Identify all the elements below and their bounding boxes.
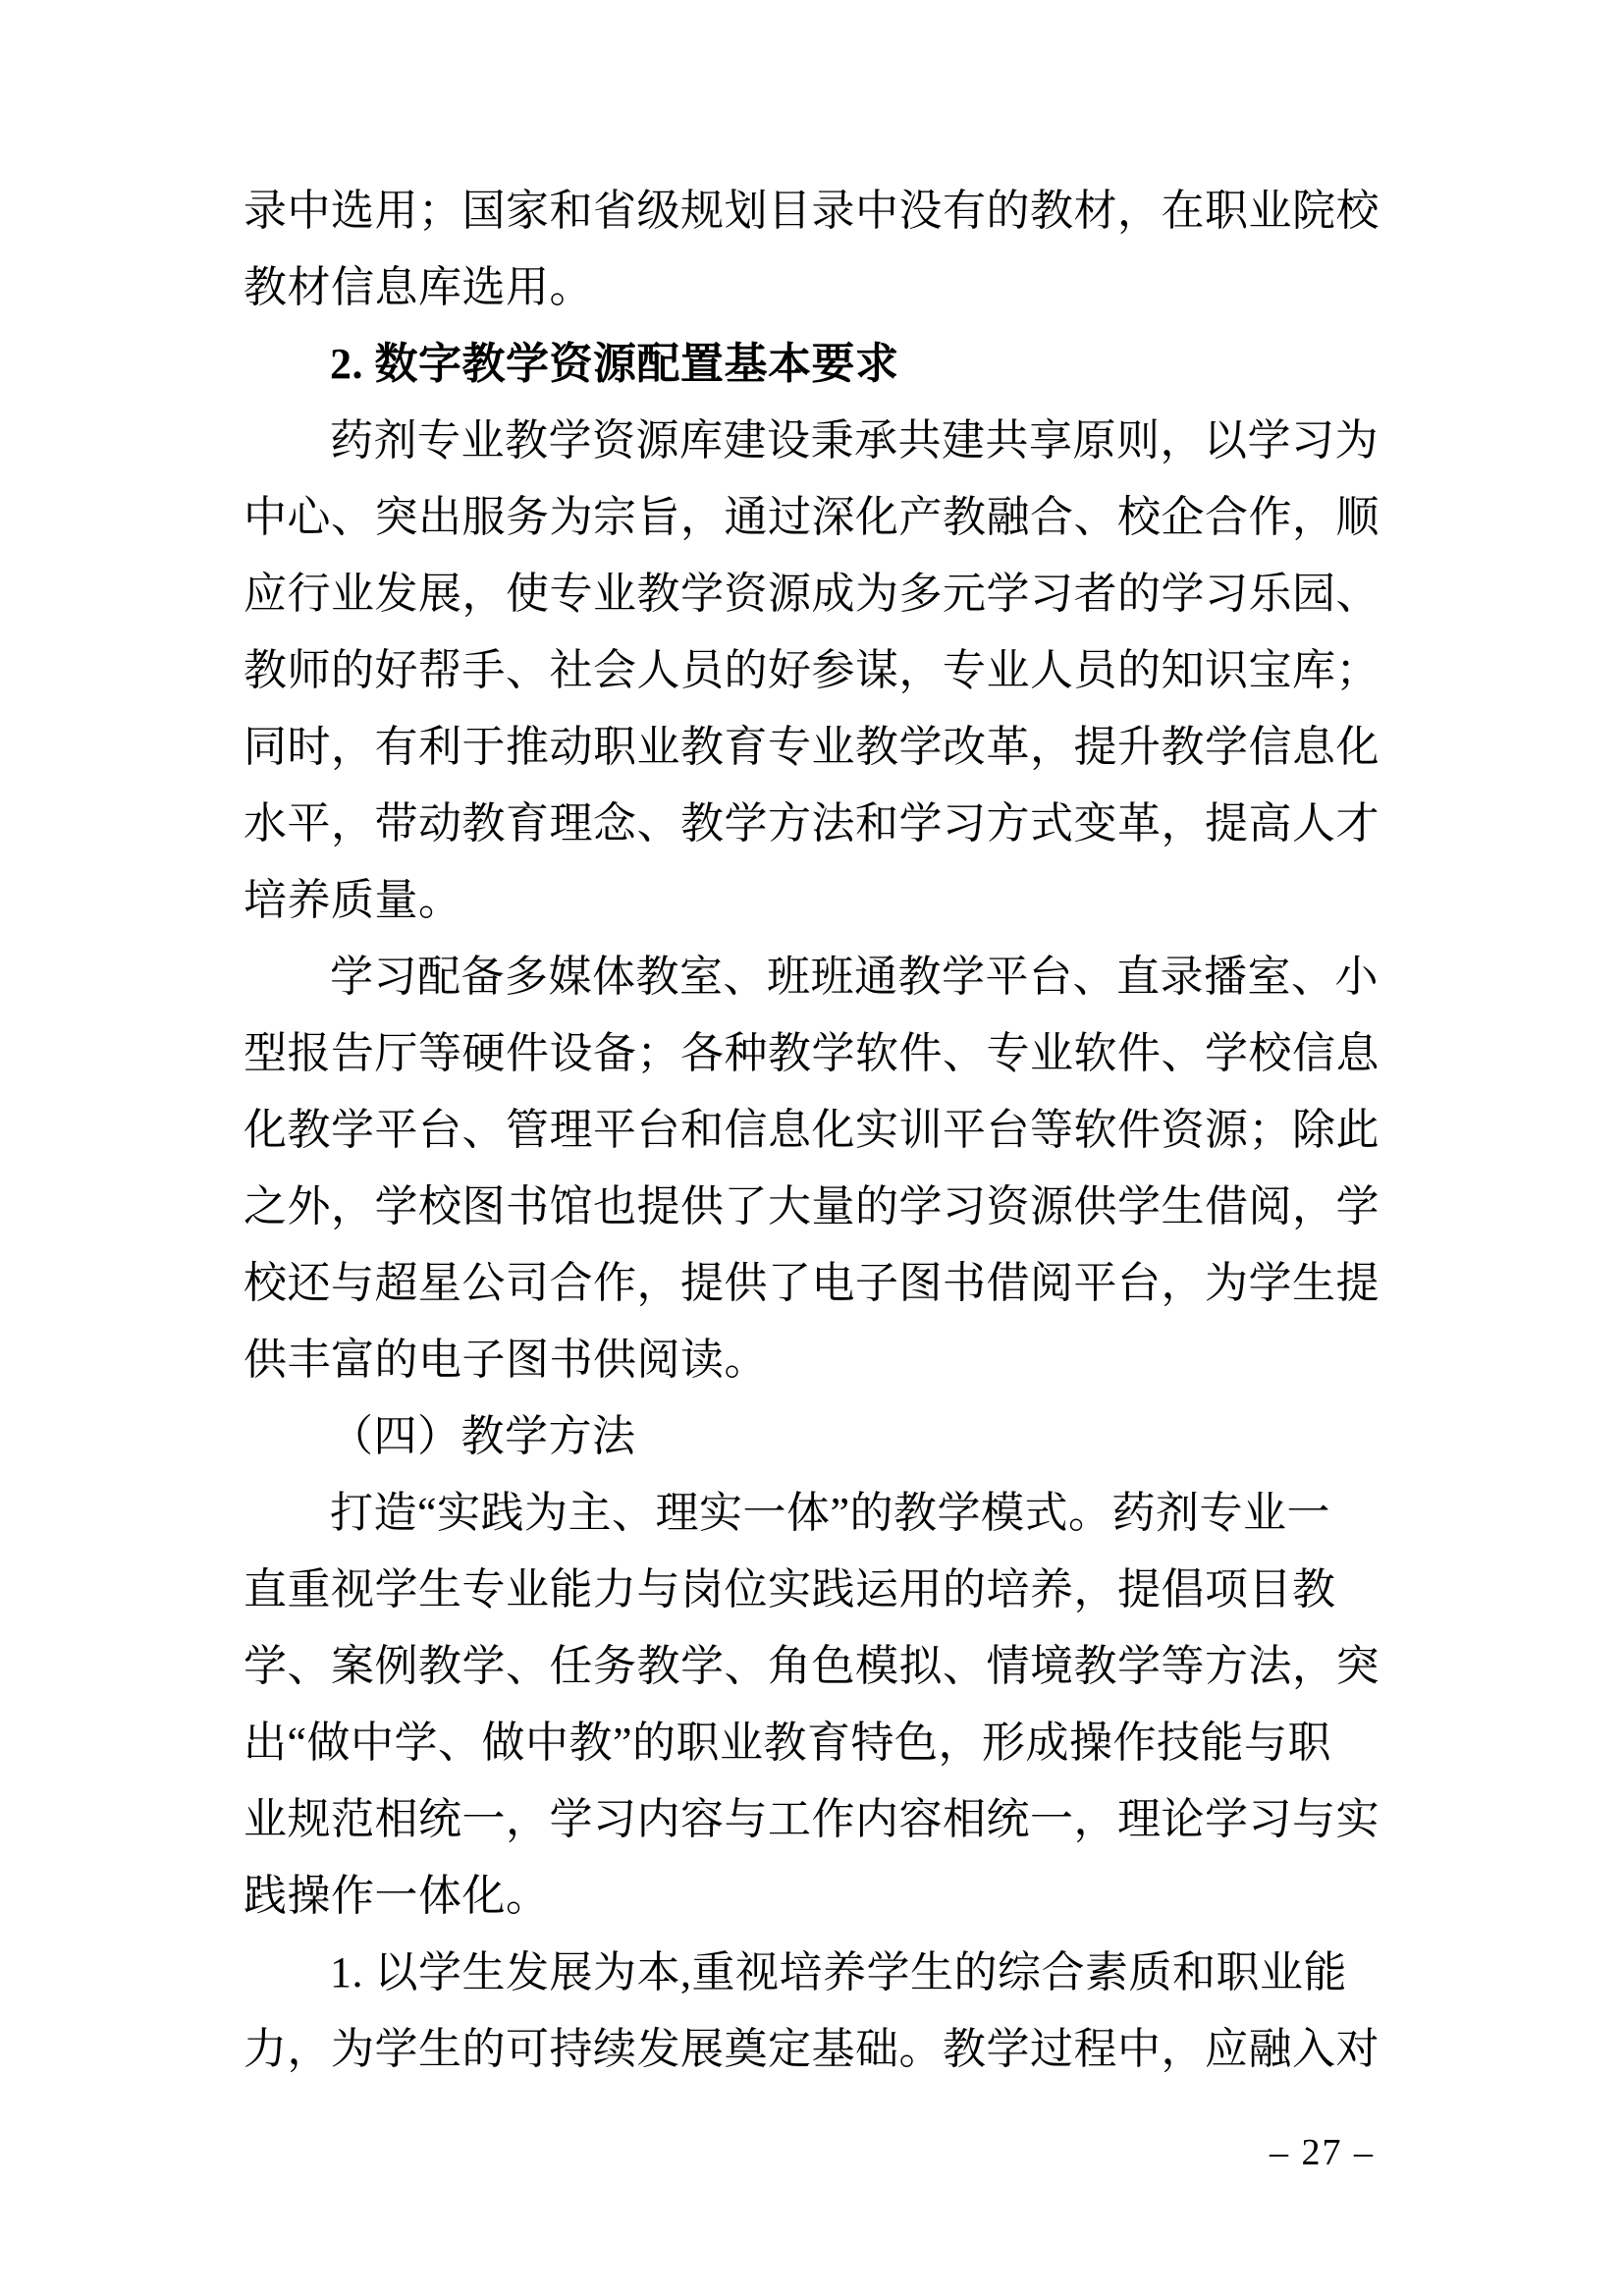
text-line: 同时，有利于推动职业教育专业教学改革，提升教学信息化 bbox=[243, 723, 1380, 771]
text-line: 2. 数字教学资源配置基本要求 bbox=[330, 340, 899, 388]
text-line: 出“做中学、做中教”的职业教育特色，形成操作技能与职 bbox=[243, 1719, 1332, 1767]
paragraph-body-continuation bbox=[243, 173, 1380, 326]
text-line: 培养质量。 bbox=[243, 876, 462, 924]
text-line: 践操作一体化。 bbox=[243, 1872, 550, 1920]
paragraph-body bbox=[243, 1935, 1380, 2088]
text-line: 学、案例教学、任务教学、角色模拟、情境教学等方法，突 bbox=[243, 1642, 1380, 1690]
text-line: 1. 以学生发展为本,重视培养学生的综合素质和职业能 bbox=[330, 1948, 1347, 1996]
document-body bbox=[243, 173, 1380, 2088]
text-line: 业规范相统一，学习内容与工作内容相统一，理论学习与实 bbox=[243, 1795, 1380, 1843]
paragraph-heading-kaiti bbox=[243, 1398, 1363, 1475]
text-line: 学习配备多媒体教室、班班通教学平台、直录播室、小 bbox=[330, 953, 1379, 1001]
text-line: 直重视学生专业能力与岗位实践运用的培养，提倡项目教 bbox=[243, 1565, 1336, 1613]
paragraph-body bbox=[243, 403, 1380, 939]
text-line: 校还与超星公司合作，提供了电子图书借阅平台，为学生提 bbox=[243, 1259, 1380, 1307]
text-line: 教师的好帮手、社会人员的好参谋，专业人员的知识宝库； bbox=[243, 646, 1380, 694]
text-line: 力，为学生的可持续发展奠定基础。教学过程中，应融入对 bbox=[243, 2025, 1380, 2073]
text-line: 水平，带动教育理念、教学方法和学习方式变革，提高人才 bbox=[243, 799, 1380, 847]
text-line: 型报告厅等硬件设备；各种教学软件、专业软件、学校信息 bbox=[243, 1029, 1380, 1077]
paragraph-heading-bold bbox=[243, 326, 1363, 403]
text-line: 应行业发展，使专业教学资源成为多元学习者的学习乐园、 bbox=[243, 570, 1380, 618]
text-line: 打造“实践为主、理实一体”的教学模式。药剂专业一 bbox=[330, 1489, 1331, 1537]
text-line: （四）教学方法 bbox=[330, 1412, 636, 1460]
text-line: 供丰富的电子图书供阅读。 bbox=[243, 1336, 768, 1384]
text-line: 中心、突出服务为宗旨，通过深化产教融合、校企合作，顺 bbox=[243, 493, 1380, 541]
text-line: 教材信息库选用。 bbox=[243, 263, 593, 311]
paragraph-body bbox=[243, 1475, 1380, 1935]
text-line: 录中选用；国家和省级规划目录中没有的教材，在职业院校 bbox=[243, 187, 1380, 235]
page-number: – 27 – bbox=[1270, 2132, 1375, 2173]
paragraph-body bbox=[243, 939, 1380, 1398]
text-line: 药剂专业教学资源库建设秉承共建共享原则，以学习为 bbox=[330, 416, 1379, 465]
text-line: 化教学平台、管理平台和信息化实训平台等软件资源；除此 bbox=[243, 1106, 1380, 1154]
text-line: 之外，学校图书馆也提供了大量的学习资源供学生借阅，学 bbox=[243, 1182, 1380, 1230]
